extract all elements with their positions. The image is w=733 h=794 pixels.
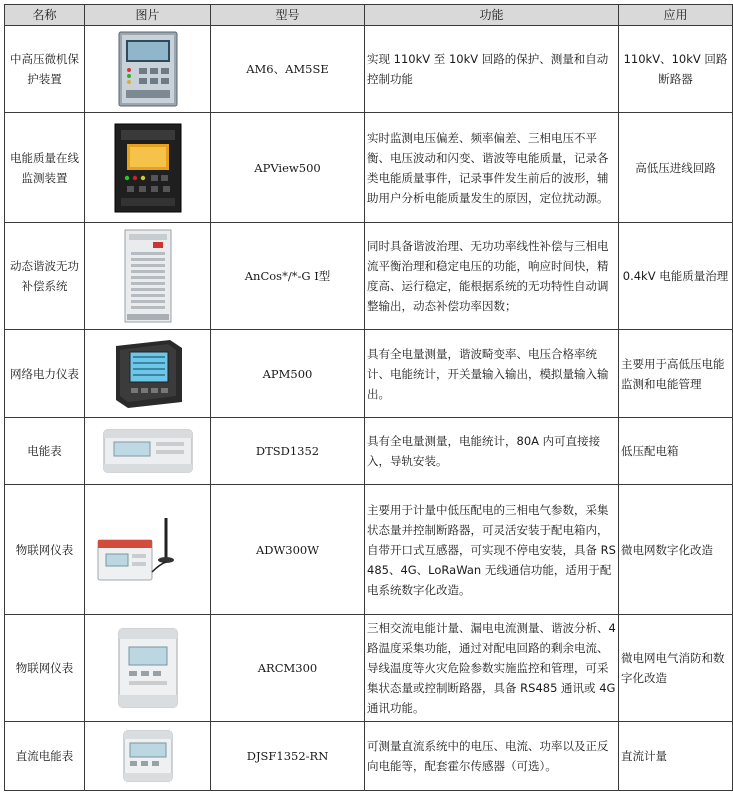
panel-meter-image [85, 330, 211, 418]
table-row [5, 485, 733, 615]
header-image: 图片 [85, 5, 211, 26]
row-model: DJSF1352-RN [211, 722, 365, 791]
table-header-row [5, 5, 733, 26]
table-row [5, 330, 733, 418]
table-row [5, 722, 733, 791]
row-application: 微电网数字化改造 [619, 485, 733, 615]
row-function: 主要用于计量中低压配电的三相电气参数，采集状态量并控制断路器，可灵活安装于配电箱内，自带开口式互感器，可实现不停电安装，具备 RS485、4G、LoRaWan 无线通信功能，适用于配电系统数字化改造。 [365, 485, 619, 615]
row-application: 高低压进线回路 [619, 113, 733, 223]
row-model: AM6、AM5SE [211, 26, 365, 113]
header-application: 应用 [619, 5, 733, 26]
row-function: 同时具备谐波治理、无功功率线性补偿与三相电流平衡治理和稳定电压的功能，响应时间快，精度高、运行稳定，能根据系统的无功特性自动调整输出，动态补偿功率因数； [365, 223, 619, 330]
din-rail-meter-image [85, 418, 211, 485]
row-model: AnCos*/*-G Ⅰ型 [211, 223, 365, 330]
row-function: 实时监测电压偏差、频率偏差、三相电压不平衡、电压波动和闪变、谐波等电能质量，记录各类电能质量事件，记录事件发生前后的波形，辅助用户分析电能质量发生的原因，定位扰动源。 [365, 113, 619, 223]
row-function: 具有全电量测量，谐波畸变率、电压合格率统计、电能统计，开关量输入输出，模拟量输入输出。 [365, 330, 619, 418]
row-application: 0.4kV 电能质量治理 [619, 223, 733, 330]
row-name: 电能质量在线监测装置 [5, 113, 85, 223]
harmonic-compensation-cabinet-image [85, 223, 211, 330]
row-function: 实现 110kV 至 10kV 回路的保护、测量和自动控制功能 [365, 26, 619, 113]
row-application: 微电网电气消防和数字化改造 [619, 615, 733, 722]
row-function: 具有全电量测量，电能统计，80A 内可直接接入，导轨安装。 [365, 418, 619, 485]
table-row [5, 418, 733, 485]
row-name: 中高压微机保护装置 [5, 26, 85, 113]
row-model: ARCM300 [211, 615, 365, 722]
row-application: 低压配电箱 [619, 418, 733, 485]
row-function: 可测量直流系统中的电压、电流、功率以及正反向电能等，配套霍尔传感器（可选）。 [365, 722, 619, 791]
row-name: 电能表 [5, 418, 85, 485]
row-function: 三相交流电能计量、漏电电流测量、谐波分析、4 路温度采集功能，通过对配电回路的剩余电流、导线温度等火灾危险参数实施监控和管理，可采集状态量或控制断路器，具备 RS485 通讯或 4G 通讯功能。 [365, 615, 619, 722]
header-model: 型号 [211, 5, 365, 26]
header-function: 功能 [365, 5, 619, 26]
table-row [5, 223, 733, 330]
product-table [4, 4, 733, 791]
row-model: APView500 [211, 113, 365, 223]
row-model: DTSD1352 [211, 418, 365, 485]
row-name: 直流电能表 [5, 722, 85, 791]
row-model: APM500 [211, 330, 365, 418]
iot-meter-image [85, 615, 211, 722]
row-name: 物联网仪表 [5, 485, 85, 615]
row-application: 直流计量 [619, 722, 733, 791]
header-name: 名称 [5, 5, 85, 26]
power-quality-monitor-image [85, 113, 211, 223]
row-name: 动态谐波无功补偿系统 [5, 223, 85, 330]
dc-meter-image [85, 722, 211, 791]
iot-meter-antenna-image [85, 485, 211, 615]
table-row [5, 26, 733, 113]
row-application: 110kV、10kV 回路断路器 [619, 26, 733, 113]
table-row [5, 615, 733, 722]
row-model: ADW300W [211, 485, 365, 615]
row-application: 主要用于高低压电能监测和电能管理 [619, 330, 733, 418]
protection-relay-image [85, 26, 211, 113]
row-name: 网络电力仪表 [5, 330, 85, 418]
row-name: 物联网仪表 [5, 615, 85, 722]
table-row [5, 113, 733, 223]
